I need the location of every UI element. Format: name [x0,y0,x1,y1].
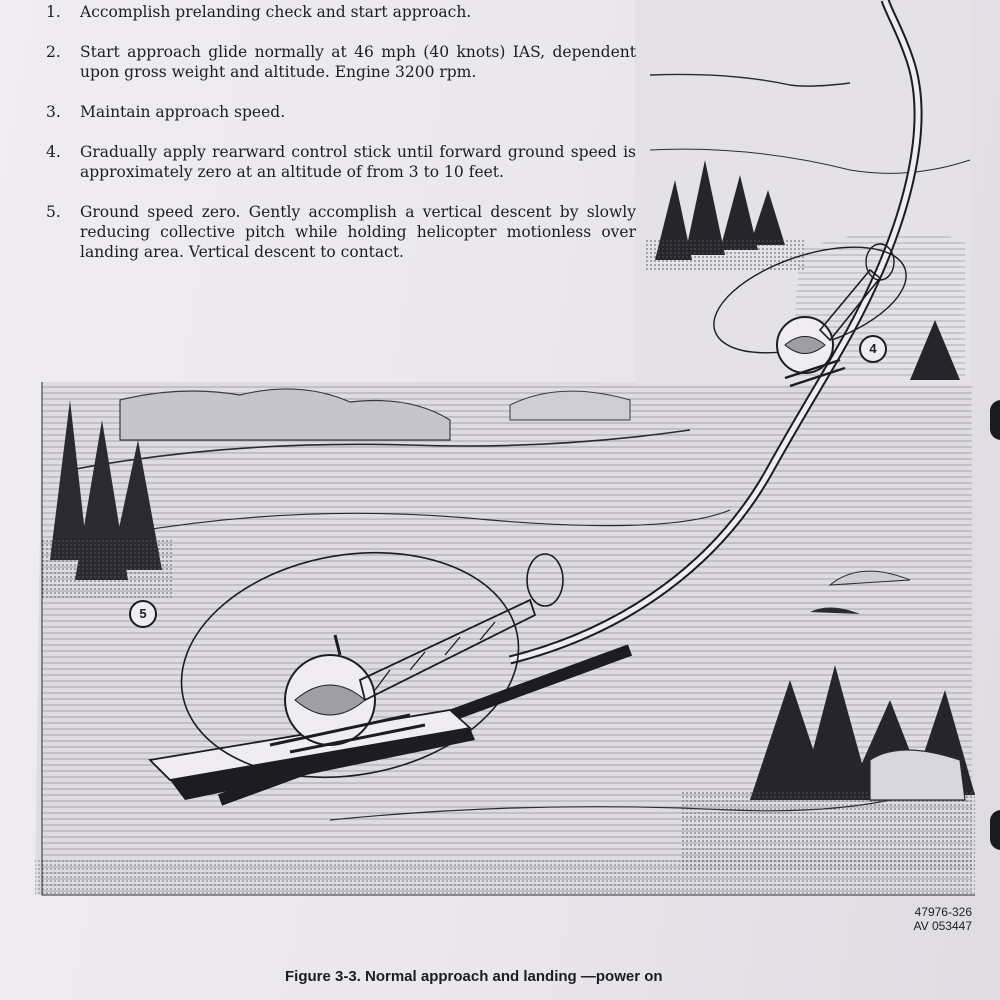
step-4 [46,142,636,182]
step-text: Gradually apply rearward control stick until forward ground speed is approximately zero at an altitude of from 3 to 10 feet. [80,143,636,181]
step-text: Accomplish prelanding check and start approach. [80,3,472,21]
step-text: Maintain approach speed. [80,103,286,121]
figure-id-line-1: 47976-326 [914,905,972,919]
figure-caption: Figure 3-3. Normal approach and landing —power on [285,968,663,985]
step-3 [46,102,636,122]
step-text: Ground speed zero. Gently accomplish a vertical descent by slowly reducing collective pitch while holding helicopter motionless over landing area. Vertical descent to contact. [80,203,636,261]
step-1 [46,2,636,22]
step-5 [46,202,636,262]
figure-reference [914,905,973,933]
step-number: 2. [46,43,61,61]
figure-id-line-2: AV 053447 [913,919,972,933]
step-number: 1. [46,3,61,21]
step-2 [46,42,636,82]
step-number: 4. [46,143,61,161]
step-number: 3. [46,103,61,121]
binder-hole-icon [990,400,1000,440]
callout-4: 4 [859,335,887,363]
callout-5: 5 [129,600,157,628]
step-text: Start approach glide normally at 46 mph (40 knots) IAS, dependent upon gross weight and altitude. Engine 3200 rpm. [80,43,636,81]
binder-hole-icon [990,810,1000,850]
step-number: 5. [46,203,61,221]
procedure-steps [46,2,636,282]
